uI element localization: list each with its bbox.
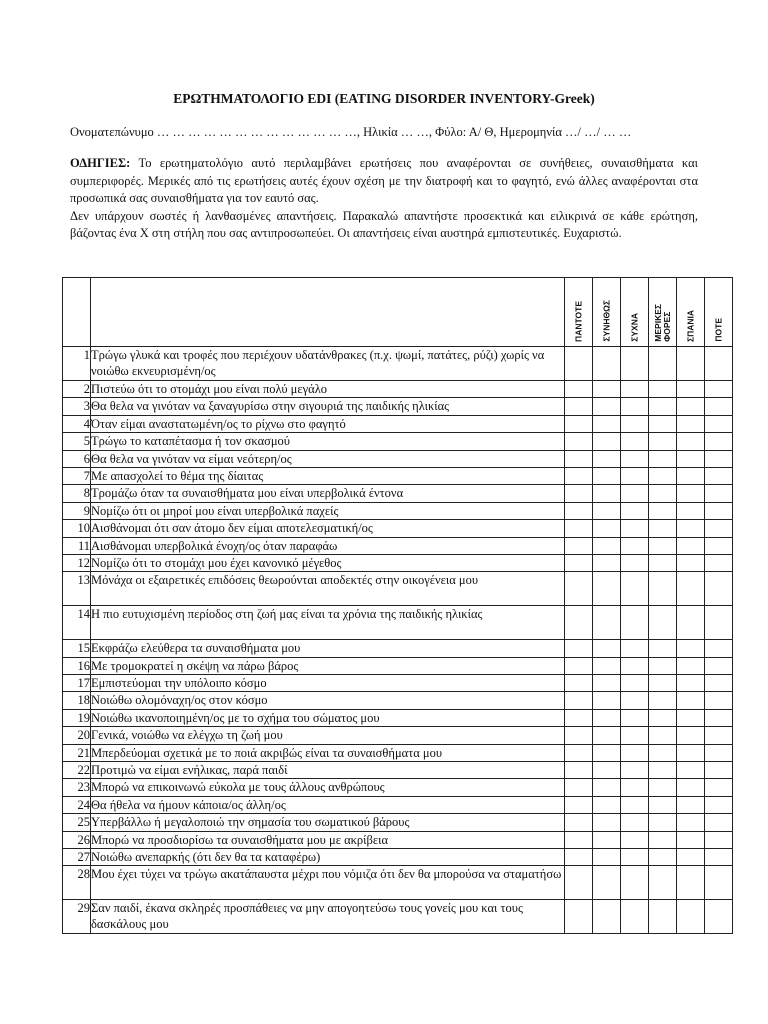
answer-cell[interactable]: [677, 398, 705, 415]
question-text: Νομίζω ότι το στομάχι μου έχει κανονικό μέγεθος: [91, 554, 565, 571]
answer-cell[interactable]: [677, 520, 705, 537]
answer-cell[interactable]: [593, 709, 621, 726]
answer-cell[interactable]: [677, 640, 705, 657]
answer-cell[interactable]: [565, 520, 593, 537]
answer-cell[interactable]: [649, 779, 677, 796]
question-number: 2: [63, 381, 91, 398]
question-number: 6: [63, 450, 91, 467]
question-number: 21: [63, 744, 91, 761]
question-number: 22: [63, 762, 91, 779]
answer-cell[interactable]: [565, 779, 593, 796]
answer-cell[interactable]: [649, 744, 677, 761]
question-number: 25: [63, 814, 91, 831]
question-row: [63, 762, 733, 779]
answer-cell[interactable]: [593, 433, 621, 450]
question-text: Εκφράζω ελεύθερα τα συναισθήματα μου: [91, 640, 565, 657]
question-row: [63, 779, 733, 796]
question-row: [63, 520, 733, 537]
question-text: Πιστεύω ότι το στομάχι μου είναι πολύ μεγάλο: [91, 381, 565, 398]
question-row: [63, 502, 733, 519]
question-text: Νοιώθω ολομόναχη/ος στον κόσμο: [91, 692, 565, 709]
answer-cell[interactable]: [677, 796, 705, 813]
answer-cell[interactable]: [565, 692, 593, 709]
answer-cell[interactable]: [649, 692, 677, 709]
answer-cell[interactable]: [649, 572, 677, 606]
answer-cell[interactable]: [565, 796, 593, 813]
answer-cell[interactable]: [705, 554, 733, 571]
question-number: 14: [63, 606, 91, 640]
answer-cell[interactable]: [677, 433, 705, 450]
answer-cell[interactable]: [565, 675, 593, 692]
question-row: [63, 606, 733, 640]
answer-cell[interactable]: [621, 744, 649, 761]
answer-cell[interactable]: [677, 866, 705, 900]
answer-cell[interactable]: [565, 433, 593, 450]
answer-cell[interactable]: [593, 692, 621, 709]
answer-cell[interactable]: [705, 520, 733, 537]
answer-cell[interactable]: [677, 814, 705, 831]
answer-cell[interactable]: [565, 398, 593, 415]
question-row: [63, 467, 733, 484]
option-label: ΣΥΧΝΑ: [629, 313, 639, 342]
answer-cell[interactable]: [705, 814, 733, 831]
question-text: Μπερδεύομαι σχετικά με το ποιά ακριβώς είναι τα συναισθήματα μου: [91, 744, 565, 761]
question-text: Τρώγω το καταπέτασμα ή τον σκασμού: [91, 433, 565, 450]
question-text: Με τρομοκρατεί η σκέψη να πάρω βάρος: [91, 657, 565, 674]
questionnaire-table: [62, 277, 733, 934]
answer-cell[interactable]: [565, 762, 593, 779]
answer-cell[interactable]: [593, 467, 621, 484]
answer-cell[interactable]: [677, 450, 705, 467]
answer-cell[interactable]: [677, 900, 705, 934]
question-text: Προτιμώ να είμαι ενήλικας, παρά παιδί: [91, 762, 565, 779]
answer-cell[interactable]: [593, 572, 621, 606]
answer-cell[interactable]: [705, 537, 733, 554]
answer-cell[interactable]: [565, 537, 593, 554]
personal-info-line: Ονοματεπώνυμο … … … … … … … … … … … … …, Ηλικία … …, Φύλο: Α/ Θ, Ημερομηνία …/ …/ … …: [70, 125, 632, 139]
header-question-cell: [91, 278, 565, 347]
answer-cell[interactable]: [565, 657, 593, 674]
answer-cell[interactable]: [565, 900, 593, 934]
answer-cell[interactable]: [705, 779, 733, 796]
answer-cell[interactable]: [705, 709, 733, 726]
instructions-text-1: Το ερωτηματολόγιο αυτό περιλαμβάνει ερωτήσεις που αναφέρονται σε συνήθειες, συναισθήματα και συμπεριφορές. Μερικές από τις ερωτήσεις αυτές έχουν σχέση με την διατροφή και το φαγητό, ενώ άλλες αναφέρονται στα προσωπικά σας συναισθήματα για τον εαυτό σας.: [70, 156, 698, 205]
question-row: [63, 675, 733, 692]
question-number: 27: [63, 848, 91, 865]
question-number: 13: [63, 572, 91, 606]
question-text: Νοιώθω ανεπαρκής (ότι δεν θα τα καταφέρω): [91, 848, 565, 865]
question-number: 19: [63, 709, 91, 726]
option-label: ΠΑΝΤΟΤΕ: [573, 301, 583, 342]
question-row: [63, 381, 733, 398]
question-number: 28: [63, 866, 91, 900]
answer-cell[interactable]: [621, 554, 649, 571]
answer-cell[interactable]: [593, 779, 621, 796]
question-text: Γενικά, νοιώθω να ελέγχω τη ζωή μου: [91, 727, 565, 744]
answer-cell[interactable]: [649, 381, 677, 398]
answer-cell[interactable]: [649, 762, 677, 779]
answer-cell[interactable]: [565, 502, 593, 519]
answer-cell[interactable]: [705, 572, 733, 606]
answer-cell[interactable]: [565, 554, 593, 571]
answer-cell[interactable]: [621, 675, 649, 692]
answer-cell[interactable]: [621, 606, 649, 640]
answer-cell[interactable]: [677, 657, 705, 674]
answer-cell[interactable]: [593, 502, 621, 519]
answer-cell[interactable]: [677, 485, 705, 502]
answer-cell[interactable]: [565, 415, 593, 432]
answer-cell[interactable]: [677, 762, 705, 779]
question-text: Θα ήθελα να ήμουν κάποια/ος άλλη/ος: [91, 796, 565, 813]
question-row: [63, 831, 733, 848]
answer-cell[interactable]: [649, 640, 677, 657]
header-number-cell: [63, 278, 91, 347]
question-number: 15: [63, 640, 91, 657]
answer-cell[interactable]: [649, 606, 677, 640]
answer-cell[interactable]: [565, 640, 593, 657]
answer-cell[interactable]: [649, 675, 677, 692]
answer-cell[interactable]: [621, 900, 649, 934]
question-row: [63, 415, 733, 432]
answer-cell[interactable]: [565, 866, 593, 900]
question-text: Μπορώ να προσδιορίσω τα συναισθήματα μου με ακρίβεια: [91, 831, 565, 848]
answer-cell[interactable]: [621, 848, 649, 865]
question-text: Θα θελα να γινόταν να είμαι νεότερη/ος: [91, 450, 565, 467]
answer-cell[interactable]: [621, 450, 649, 467]
answer-cell[interactable]: [677, 606, 705, 640]
question-text: Μόνάχα οι εξαιρετικές επιδόσεις θεωρούνται αποδεκτές στην οικογένεια μου: [91, 572, 565, 606]
answer-cell[interactable]: [677, 415, 705, 432]
answer-cell[interactable]: [677, 727, 705, 744]
question-row: [63, 900, 733, 934]
answer-cell[interactable]: [649, 450, 677, 467]
answer-cell[interactable]: [677, 675, 705, 692]
question-row: [63, 347, 733, 381]
question-number: 4: [63, 415, 91, 432]
answer-cell[interactable]: [565, 727, 593, 744]
answer-cell[interactable]: [649, 709, 677, 726]
option-label: ΣΥΝΗΘΩΣ: [601, 300, 611, 342]
answer-cell[interactable]: [565, 848, 593, 865]
answer-cell[interactable]: [621, 520, 649, 537]
answer-cell[interactable]: [593, 640, 621, 657]
answer-cell[interactable]: [593, 450, 621, 467]
answer-cell[interactable]: [621, 796, 649, 813]
question-row: [63, 744, 733, 761]
answer-cell[interactable]: [621, 640, 649, 657]
answer-cell[interactable]: [593, 520, 621, 537]
question-row: [63, 796, 733, 813]
answer-cell[interactable]: [649, 831, 677, 848]
question-number: 7: [63, 467, 91, 484]
question-number: 23: [63, 779, 91, 796]
answer-cell[interactable]: [593, 796, 621, 813]
answer-cell[interactable]: [649, 900, 677, 934]
answer-cell[interactable]: [705, 347, 733, 381]
question-number: 20: [63, 727, 91, 744]
answer-cell[interactable]: [621, 727, 649, 744]
option-header-rarely: [677, 278, 705, 347]
question-text: Θα θελα να γινόταν να ξαναγυρίσω στην σιγουριά της παιδικής ηλικίας: [91, 398, 565, 415]
instructions-text-2: Δεν υπάρχουν σωστές ή λανθασμένες απαντήσεις. Παρακαλώ απαντήστε προσεκτικά και ειλικρινά σε κάθε ερώτηση, βάζοντας ένα Χ στη στήλη που σας αντιπροσωπεύει. Οι απαντήσεις είναι αυστηρά εμπιστευτικές. Ευχαριστώ.: [70, 208, 698, 240]
answer-cell[interactable]: [705, 900, 733, 934]
answer-cell[interactable]: [649, 866, 677, 900]
answer-cell[interactable]: [705, 433, 733, 450]
question-row: [63, 398, 733, 415]
answer-cell[interactable]: [621, 398, 649, 415]
answer-cell[interactable]: [705, 398, 733, 415]
question-number: 8: [63, 485, 91, 502]
answer-cell[interactable]: [677, 848, 705, 865]
answer-cell[interactable]: [649, 467, 677, 484]
answer-cell[interactable]: [565, 450, 593, 467]
document-title: ΕΡΩΤΗΜΑΤΟΛΟΓΙΟ EDI (EATING DISORDER INVENTORY-Greek): [173, 91, 595, 106]
answer-cell[interactable]: [621, 657, 649, 674]
answer-cell[interactable]: [705, 467, 733, 484]
answer-cell[interactable]: [705, 744, 733, 761]
answer-cell[interactable]: [621, 831, 649, 848]
answer-cell[interactable]: [649, 657, 677, 674]
answer-cell[interactable]: [593, 537, 621, 554]
answer-cell[interactable]: [593, 831, 621, 848]
answer-cell[interactable]: [705, 606, 733, 640]
answer-cell[interactable]: [593, 381, 621, 398]
answer-cell[interactable]: [593, 606, 621, 640]
question-number: 11: [63, 537, 91, 554]
answer-cell[interactable]: [593, 485, 621, 502]
answer-cell[interactable]: [677, 502, 705, 519]
answer-cell[interactable]: [677, 537, 705, 554]
answer-cell[interactable]: [705, 675, 733, 692]
option-label: ΣΠΑΝΙΑ: [685, 309, 695, 342]
answer-cell[interactable]: [649, 347, 677, 381]
answer-cell[interactable]: [677, 744, 705, 761]
question-row: [63, 727, 733, 744]
answer-cell[interactable]: [565, 709, 593, 726]
question-text: Τρομάζω όταν τα συναισθήματα μου είναι υπερβολικά έντονα: [91, 485, 565, 502]
option-header-always: [565, 278, 593, 347]
answer-cell[interactable]: [621, 347, 649, 381]
answer-cell[interactable]: [565, 485, 593, 502]
question-row: [63, 572, 733, 606]
question-text: Όταν είμαι αναστατωμένη/ος το ρίχνω στο φαγητό: [91, 415, 565, 432]
answer-cell[interactable]: [677, 347, 705, 381]
answer-cell[interactable]: [677, 779, 705, 796]
answer-cell[interactable]: [649, 502, 677, 519]
answer-cell[interactable]: [593, 814, 621, 831]
answer-cell[interactable]: [621, 467, 649, 484]
option-header-often: [621, 278, 649, 347]
answer-cell[interactable]: [705, 640, 733, 657]
answer-cell[interactable]: [705, 796, 733, 813]
answer-cell[interactable]: [677, 572, 705, 606]
answer-cell[interactable]: [677, 381, 705, 398]
answer-cell[interactable]: [677, 831, 705, 848]
answer-cell[interactable]: [593, 900, 621, 934]
answer-cell[interactable]: [593, 657, 621, 674]
question-number: 1: [63, 347, 91, 381]
answer-cell[interactable]: [705, 866, 733, 900]
instructions-label: ΟΔΗΓΙΕΣ:: [70, 156, 131, 170]
header-row: [63, 278, 733, 347]
question-row: [63, 450, 733, 467]
answer-cell[interactable]: [705, 502, 733, 519]
answer-cell[interactable]: [705, 831, 733, 848]
answer-cell[interactable]: [593, 762, 621, 779]
question-row: [63, 657, 733, 674]
answer-cell[interactable]: [565, 814, 593, 831]
answer-cell[interactable]: [649, 537, 677, 554]
answer-cell[interactable]: [705, 381, 733, 398]
answer-cell[interactable]: [565, 744, 593, 761]
answer-cell[interactable]: [649, 520, 677, 537]
answer-cell[interactable]: [705, 727, 733, 744]
answer-cell[interactable]: [593, 848, 621, 865]
option-header-sometimes: [649, 278, 677, 347]
answer-cell[interactable]: [621, 709, 649, 726]
instructions-paragraph-1: [70, 155, 698, 208]
question-row: [63, 709, 733, 726]
question-row: [63, 866, 733, 900]
answer-cell[interactable]: [593, 866, 621, 900]
question-number: 24: [63, 796, 91, 813]
instructions-block: [70, 155, 698, 243]
answer-cell[interactable]: [621, 814, 649, 831]
answer-cell[interactable]: [621, 485, 649, 502]
answer-cell[interactable]: [621, 537, 649, 554]
option-label: ΠΟΤΕ: [713, 318, 723, 342]
question-row: [63, 848, 733, 865]
answer-cell[interactable]: [565, 347, 593, 381]
answer-cell[interactable]: [593, 727, 621, 744]
question-number: 12: [63, 554, 91, 571]
answer-cell[interactable]: [705, 692, 733, 709]
question-text: Νομίζω ότι οι μηροί μου είναι υπερβολικά παχείς: [91, 502, 565, 519]
answer-cell[interactable]: [621, 415, 649, 432]
answer-cell[interactable]: [705, 848, 733, 865]
question-text: Αισθάνομαι ότι σαν άτομο δεν είμαι αποτελεσματική/ος: [91, 520, 565, 537]
answer-cell[interactable]: [649, 727, 677, 744]
question-number: 3: [63, 398, 91, 415]
answer-cell[interactable]: [621, 381, 649, 398]
answer-cell[interactable]: [649, 554, 677, 571]
answer-cell[interactable]: [621, 762, 649, 779]
answer-cell[interactable]: [621, 866, 649, 900]
answer-cell[interactable]: [705, 657, 733, 674]
question-number: 29: [63, 900, 91, 934]
answer-cell[interactable]: [621, 572, 649, 606]
question-row: [63, 537, 733, 554]
answer-cell[interactable]: [621, 692, 649, 709]
answer-cell[interactable]: [593, 398, 621, 415]
question-row: [63, 485, 733, 502]
answer-cell[interactable]: [565, 572, 593, 606]
answer-cell[interactable]: [705, 415, 733, 432]
question-text: Σαν παιδί, έκανα σκληρές προσπάθειες να μην απογοητεύσω τους γονείς μου και τους δασκάλους μου: [91, 900, 565, 934]
answer-cell[interactable]: [565, 381, 593, 398]
answer-cell[interactable]: [705, 762, 733, 779]
question-number: 17: [63, 675, 91, 692]
question-text: Τρώγω γλυκά και τροφές που περιέχουν υδατάνθρακες (π.χ. ψωμί, πατάτες, ρύζι) χωρίς να νοιώθω εκνευρισμένη/ος: [91, 347, 565, 381]
answer-cell[interactable]: [677, 692, 705, 709]
answer-cell[interactable]: [621, 779, 649, 796]
question-number: 16: [63, 657, 91, 674]
question-text: Αισθάνομαι υπερβολικά ένοχη/ος όταν παραφάω: [91, 537, 565, 554]
answer-cell[interactable]: [649, 848, 677, 865]
answer-cell[interactable]: [677, 554, 705, 571]
question-row: [63, 554, 733, 571]
answer-cell[interactable]: [593, 744, 621, 761]
question-number: 10: [63, 520, 91, 537]
question-text: Εμπιστεύομαι την υπόλοιπο κόσμο: [91, 675, 565, 692]
question-text: Μπορώ να επικοινωνώ εύκολα με τους άλλους ανθρώπους: [91, 779, 565, 796]
option-header-usually: [593, 278, 621, 347]
answer-cell[interactable]: [649, 398, 677, 415]
question-number: 9: [63, 502, 91, 519]
answer-cell[interactable]: [593, 347, 621, 381]
question-text: Υπερβάλλω ή μεγαλοποιώ την σημασία του σωματικού βάρους: [91, 814, 565, 831]
answer-cell[interactable]: [565, 467, 593, 484]
answer-cell[interactable]: [705, 485, 733, 502]
answer-cell[interactable]: [593, 554, 621, 571]
question-row: [63, 640, 733, 657]
question-text: Νοιώθω ικανοποιημένη/ος με το σχήμα του σώματος μου: [91, 709, 565, 726]
answer-cell[interactable]: [705, 450, 733, 467]
question-text: Η πιο ευτυχισμένη περίοδος στη ζωή μας είναι τα χρόνια της παιδικής ηλικίας: [91, 606, 565, 640]
answer-cell[interactable]: [565, 606, 593, 640]
question-text: Μου έχει τύχει να τρώγω ακατάπαυστα μέχρι που νόμιζα ότι δεν θα μπορούσα να σταματήσω: [91, 866, 565, 900]
answer-cell[interactable]: [593, 675, 621, 692]
answer-cell[interactable]: [565, 831, 593, 848]
answer-cell[interactable]: [649, 433, 677, 450]
question-row: [63, 433, 733, 450]
question-number: 18: [63, 692, 91, 709]
question-number: 26: [63, 831, 91, 848]
answer-cell[interactable]: [649, 796, 677, 813]
answer-cell[interactable]: [649, 485, 677, 502]
answer-cell[interactable]: [649, 814, 677, 831]
answer-cell[interactable]: [621, 433, 649, 450]
answer-cell[interactable]: [677, 467, 705, 484]
question-text: Με απασχολεί το θέμα της δίαιτας: [91, 467, 565, 484]
question-number: 5: [63, 433, 91, 450]
question-row: [63, 692, 733, 709]
answer-cell[interactable]: [593, 415, 621, 432]
question-row: [63, 814, 733, 831]
answer-cell[interactable]: [621, 502, 649, 519]
answer-cell[interactable]: [649, 415, 677, 432]
option-header-never: [705, 278, 733, 347]
option-label: ΜΕΡΙΚΕΣ ΦΟΡΕΣ: [652, 304, 672, 342]
answer-cell[interactable]: [677, 709, 705, 726]
